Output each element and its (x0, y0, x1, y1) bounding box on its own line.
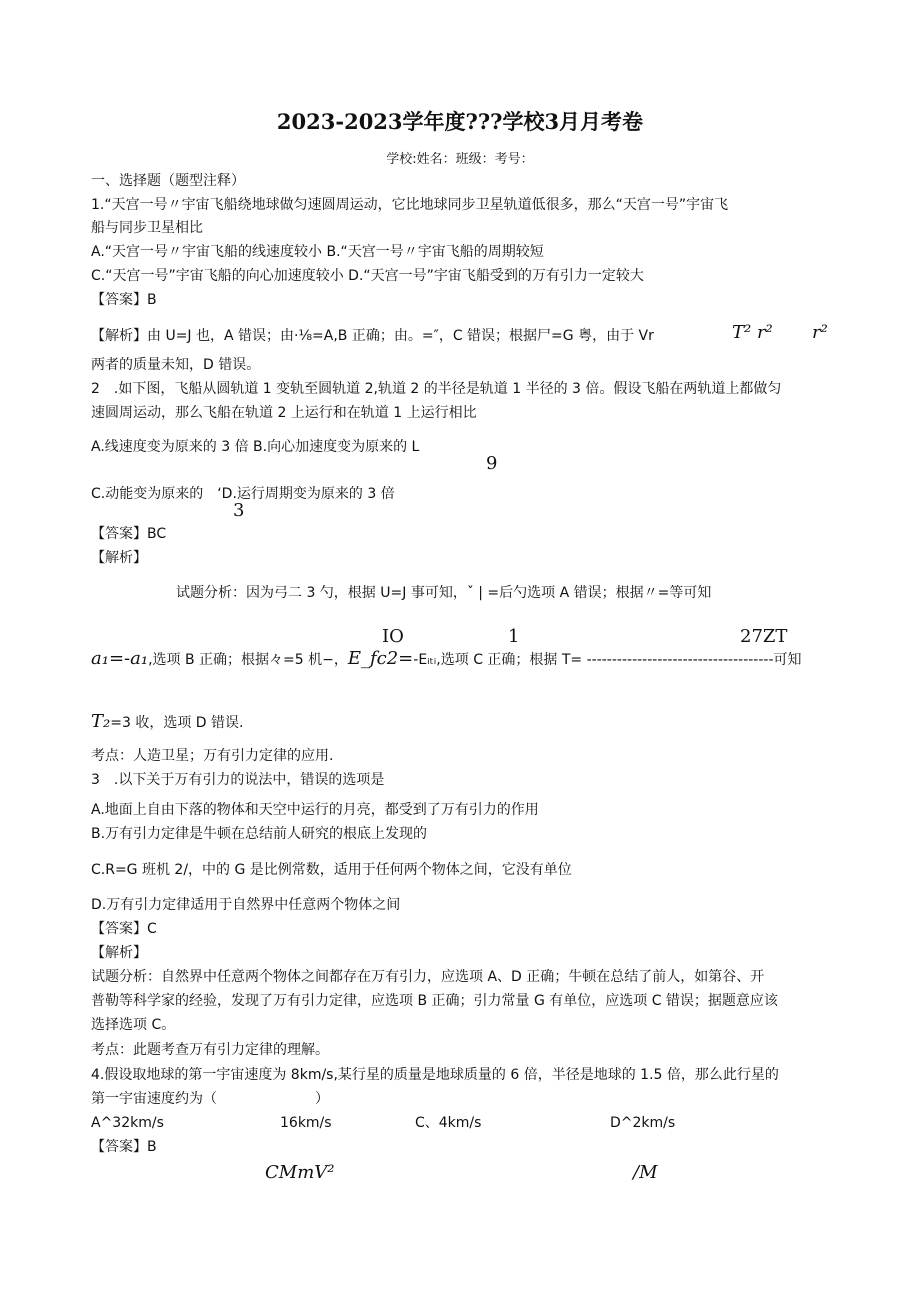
q2-options-cd: C.动能变为原来的 ‘D.运行周期变为原来的 3 倍 (91, 486, 395, 502)
q2-analysis-line2-a: ,选项 B 正确；根据々=5 机−， (148, 652, 348, 668)
q2-analysis-label: 【解析】 (91, 550, 147, 566)
q1-answer: 【答案】B (91, 292, 157, 308)
q3-analysis-line1: 试题分析：自然界中任意两个物体之间都存在万有引力，应选项 A、D 正确；牛顿在总结了前人，如第谷、开 (91, 969, 765, 985)
page-title: 2023-2023学年度???学校3月月考卷 (276, 109, 644, 134)
section-title: 一、选择题（题型注释） (91, 173, 245, 189)
q2-answer: 【答案】BC (91, 526, 167, 542)
q3-option-b: B.万有引力定律是牛顿在总结前人研究的根底上发现的 (91, 826, 428, 842)
q2-math-a1: a₁=-a₁ (91, 648, 149, 669)
q1-analysis-line1: 【解析】由 U=J 也，A 错误；由·⅛=A,B 正确；由。=″，C 错误；根据尸=G 粤，由于 Vr (91, 328, 654, 344)
q2-top-1: 1 (508, 626, 520, 647)
q4-option-b: 16km/s (280, 1115, 332, 1131)
q4-option-c: C、4km/s (415, 1115, 482, 1131)
q3-option-c: C.R=G 班机 2/，中的 G 是比例常数，适用于任何两个物体之间，它没有单位 (91, 862, 572, 878)
q1-options-ab: A.“天宫一号〃宇宙飞船的线速度较小 B.“天宫一号〃宇宙飞船的周期较短 (91, 244, 544, 260)
q4-answer: 【答案】B (91, 1139, 157, 1155)
q2-analysis-line2-b: -Eᵢₜᵢ,选项 C 正确；根据 T= -------------------------------------可知 (413, 652, 802, 668)
q2-kaodian: 考点：人造卫星；万有引力定律的应用. (91, 748, 334, 764)
q2-math-ek2: E_fc2= (347, 648, 414, 669)
q4-option-a: A^32km/s (91, 1115, 164, 1131)
student-info-line: 学校:姓名：班级：考号： (386, 152, 534, 167)
q1-analysis-math2: r² (812, 322, 828, 343)
q2-top-io: IO (382, 626, 404, 647)
q3-analysis-line2: 普勒等科学家的经验，发现了万有引力定律，应选项 B 正确；引力常量 G 有单位，应选项 C 错误；据题意应该 (91, 993, 778, 1009)
q3-analysis-line3: 选择选项 C。 (91, 1017, 176, 1033)
q4-stem-line2: 第一宇宙速度约为（ ） (91, 1091, 329, 1107)
q2-stem-line2: 速圆周运动，那么飞船在轨道 2 上运行和在轨道 1 上运行相比 (91, 405, 477, 421)
q1-analysis-math1: T² r² (732, 322, 773, 343)
q3-option-a: A.地面上自由下落的物体和天空中运行的月亮，都受到了万有引力的作用 (91, 802, 539, 818)
q2-options-ab: A.线速度变为原来的 3 倍 B.向心加速度变为原来的 L (91, 439, 420, 455)
q3-answer: 【答案】C (91, 921, 157, 937)
q4-option-d: D^2km/s (610, 1115, 676, 1131)
q2-analysis-line3 (91, 713, 243, 732)
q2-top-27zt: 27ZT (740, 626, 788, 647)
q4-formula-cmmv2: CMmV² (265, 1162, 335, 1183)
q4-formula-m: /M (633, 1162, 658, 1183)
q3-analysis-label: 【解析】 (91, 945, 147, 961)
q3-option-d: D.万有引力定律适用于自然界中任意两个物体之间 (91, 897, 401, 913)
q2-fraction-3: 3 (233, 500, 245, 521)
q2-stem-line1: 2 .如下图，飞船从圆轨道 1 变轨至圆轨道 2,轨道 2 的半径是轨道 1 半径的 3 倍。假设飞船在两轨道上都做匀 (91, 381, 782, 397)
q2-math-t2: T₂ (91, 711, 111, 732)
q1-analysis-line2: 两者的质量未知，D 错误。 (91, 357, 261, 373)
q2-analysis-line2 (91, 650, 802, 669)
q1-stem-line2: 船与同步卫星相比 (91, 220, 203, 236)
q2-fraction-9: 9 (486, 453, 498, 474)
q3-kaodian: 考点：此题考查万有引力定律的理解。 (91, 1042, 329, 1058)
q3-stem: 3 .以下关于万有引力的说法中，错误的选项是 (91, 772, 385, 788)
q1-stem-line1: 1.“天宫一号〃宇宙飞船绕地球做匀速圆周运动，它比地球同步卫星轨道低很多，那么“天宫一号”宇宙飞 (91, 197, 729, 213)
q2-analysis-line3-text: =3 收，选项 D 错误. (110, 715, 244, 731)
q2-analysis-line1: 试题分析：因为弓二 3 勺，根据 U=J 事可知，ˇ | =后勺选项 A 错误；根据〃=等可知 (176, 585, 712, 601)
q4-stem-line1: 4.假设取地球的第一宇宙速度为 8km/s,某行星的质量是地球质量的 6 倍，半径是地球的 1.5 倍，那么此行星的 (91, 1067, 779, 1083)
q1-options-cd: C.“天宫一号”宇宙飞船的向心加速度较小 D.“天宫一号”宇宙飞船受到的万有引力一定较大 (91, 268, 644, 284)
